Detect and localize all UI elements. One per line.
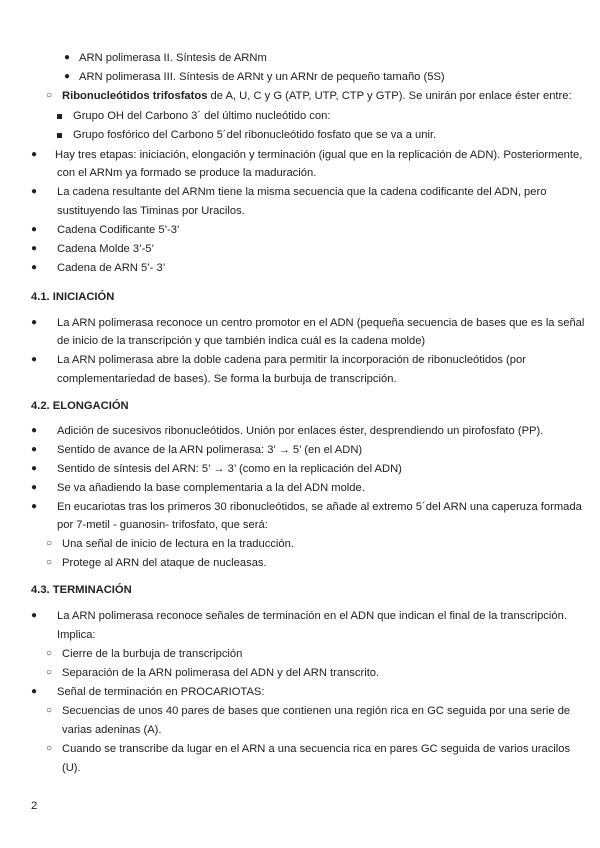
- list-item: Grupo OH del Carbono 3´ del último nucleótido con:: [73, 110, 331, 122]
- list-item: ARN polimerasa III. Síntesis de ARNt y un ARNr de pequeño tamaño (5S): [79, 71, 445, 83]
- list-item: Sentido de avance de la ARN polimerasa: 3’ → 5’ (en el ADN): [57, 444, 363, 456]
- list-item: Cadena Molde 3’-5’: [57, 243, 155, 255]
- list-item: Adición de sucesivos ribonucleótidos. Unión por enlaces éster, desprendiendo un pirofosfato (PP).: [57, 425, 544, 437]
- list-item: Separación de la ARN polimerasa del ADN y del ARN transcrito.: [62, 667, 380, 679]
- list-item: En eucariotas tras los primeros 30 ribonucleótidos, se añade al extremo 5´del ARN una caperuza formada: [57, 501, 582, 513]
- bullet-hollow: ○: [46, 743, 53, 754]
- list-item: Cierre de la burbuja de transcripción: [62, 648, 243, 660]
- list-item: Hay tres etapas: iniciación, elongación y terminación (igual que en la replicación de ADN). Posteriormente,: [55, 149, 583, 161]
- bold-term: Ribonucleótidos trifosfatos: [62, 90, 208, 102]
- bullet-filled: ●: [64, 71, 71, 82]
- bullet-filled: ●: [31, 354, 38, 365]
- bullet-filled: ●: [31, 482, 38, 493]
- bullet-hollow: ○: [46, 90, 53, 101]
- section-heading-elongacion: 4.2. ELONGACIÓN: [31, 400, 129, 412]
- bullet-filled: ●: [64, 52, 71, 63]
- bullet-hollow: ○: [46, 667, 53, 678]
- page-number: 2: [31, 800, 38, 812]
- list-item: Cadena Codificante 5’-3’: [57, 224, 180, 236]
- list-item: Señal de terminación en PROCARIOTAS:: [57, 686, 265, 698]
- list-item: Ribonucleótidos trifosfatos de A, U, C y G (ATP, UTP, CTP y GTP). Se unirán por enlace éster entre:: [62, 90, 572, 102]
- section-heading-iniciacion: 4.1. INICIACIÓN: [31, 291, 115, 303]
- bullet-filled: ●: [31, 262, 38, 273]
- list-item: Una señal de inicio de lectura en la traducción.: [62, 538, 294, 550]
- bullet-filled: ●: [31, 501, 38, 512]
- list-item-continuation: varias adeninas (A).: [62, 724, 162, 736]
- list-item: La ARN polimerasa reconoce señales de terminación en el ADN que indican el final de la transcripción.: [57, 610, 567, 622]
- list-item-continuation: (U).: [62, 762, 81, 774]
- list-item-continuation: con el ARNm ya formado se produce la maduración.: [57, 167, 317, 179]
- list-item: Grupo fosfórico del Carbono 5´del ribonucleótido fosfato que se va a unir.: [73, 129, 437, 141]
- bullet-filled: ●: [31, 149, 38, 160]
- list-item: La ARN polimerasa reconoce un centro promotor en el ADN (pequeña secuencia de bases que es la señal: [57, 317, 585, 329]
- bullet-filled: ●: [31, 686, 38, 697]
- list-item: Protege al ARN del ataque de nucleasas.: [62, 557, 267, 569]
- bullet-hollow: ○: [46, 648, 53, 659]
- bullet-filled: ●: [31, 317, 38, 328]
- bullet-filled: ●: [31, 444, 38, 455]
- list-item: La cadena resultante del ARNm tiene la misma secuencia que la cadena codificante del ADN, pero: [57, 186, 547, 198]
- list-item: La ARN polimerasa abre la doble cadena para permitir la incorporación de ribonucleótidos (por: [57, 354, 526, 366]
- bullet-filled: ●: [31, 463, 38, 474]
- bullet-filled: ●: [31, 610, 38, 621]
- bullet-hollow: ○: [46, 538, 53, 549]
- bullet-hollow: ○: [46, 705, 53, 716]
- list-item: Sentido de síntesis del ARN: 5’ → 3’ (como en la replicación del ADN): [57, 463, 402, 475]
- bullet-square: [57, 114, 62, 119]
- list-item: Secuencias de unos 40 pares de bases que contienen una región rica en GC seguida por una serie de: [62, 705, 571, 717]
- list-item-continuation: complementariedad de bases). Se forma la burbuja de transcripción.: [57, 373, 397, 385]
- list-item-continuation: por 7-metil - guanosin- trifosfato, que será:: [57, 519, 268, 531]
- bullet-hollow: ○: [46, 557, 53, 568]
- bullet-filled: ●: [31, 186, 38, 197]
- list-item: Cadena de ARN 5’- 3’: [57, 262, 166, 274]
- list-item-continuation: de inicio de la transcripción y que también indica cuál es la cadena molde): [57, 335, 426, 347]
- list-item-continuation: Implica:: [57, 629, 96, 641]
- bullet-filled: ●: [31, 425, 38, 436]
- section-heading-terminacion: 4.3. TERMINACIÓN: [31, 584, 132, 596]
- bullet-square: [57, 133, 62, 138]
- list-item: Cuando se transcribe da lugar en el ARN a una secuencia rica en pares GC seguida de varios uracilos: [62, 743, 571, 755]
- bullet-filled: ●: [31, 243, 38, 254]
- list-item: ARN polimerasa II. Síntesis de ARNm: [79, 52, 267, 64]
- bullet-filled: ●: [31, 224, 38, 235]
- list-item: Se va añadiendo la base complementaria a la del ADN molde.: [57, 482, 365, 494]
- list-item-continuation: sustituyendo las Timinas por Uracilos.: [57, 205, 245, 217]
